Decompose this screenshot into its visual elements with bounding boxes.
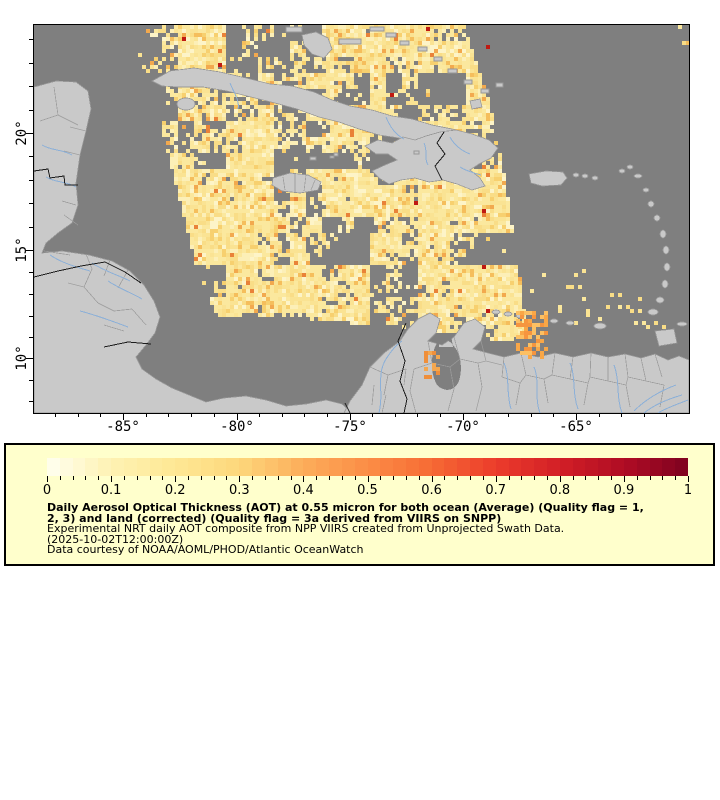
colorbar-segment (124, 458, 137, 476)
axis-tick (531, 413, 532, 417)
colorbar-tick-label: 0.8 (549, 483, 571, 498)
axis-tick (485, 413, 486, 417)
colorbar-tick (291, 476, 292, 480)
colorbar-tick (662, 476, 663, 480)
colorbar-segment (73, 458, 86, 476)
colorbar-tick (47, 476, 48, 482)
colorbar-segment (650, 458, 663, 476)
colorbar-tick (573, 476, 574, 480)
colorbar-tick (342, 476, 343, 480)
axis-tick (29, 316, 33, 317)
colorbar-tick-label: 0.3 (228, 483, 250, 498)
colorbar-tick (73, 476, 74, 480)
axis-tick (191, 413, 192, 417)
colorbar-tick-label: 0.1 (100, 483, 122, 498)
colorbar-tick (406, 476, 407, 480)
colorbar-tick (316, 476, 317, 480)
colorbar-tick (432, 476, 433, 482)
colorbar-segment (547, 458, 560, 476)
map-svg (34, 25, 689, 413)
lon-tick-label: -80° (220, 419, 254, 435)
colorbar-segment (624, 458, 637, 476)
colorbar-segment (278, 458, 291, 476)
colorbar-segment (265, 458, 278, 476)
axis-tick (259, 413, 260, 417)
lat-tick-label: 20° (14, 120, 30, 146)
lon-tick-label: -85° (106, 419, 140, 435)
caption-title-line1: Daily Aerosol Optical Thickness (AOT) at 0.55 micron for both ocean (Average) (Quality flag = 1, (47, 501, 644, 514)
colorbar-tick (226, 476, 227, 480)
colorbar-tick (637, 476, 638, 480)
colorbar-tick (380, 476, 381, 480)
axis-tick (29, 156, 33, 157)
colorbar-segment (303, 458, 316, 476)
colorbar-segment (175, 458, 188, 476)
axis-tick (29, 294, 33, 295)
caption-timestamp: (2025-10-02T12:00:00Z) (47, 532, 184, 546)
colorbar-tick (624, 476, 625, 482)
colorbar-segment (111, 458, 124, 476)
axis-tick (168, 413, 169, 417)
colorbar-segment (406, 458, 419, 476)
colorbar-tick (444, 476, 445, 480)
colorbar-tick (355, 476, 356, 480)
colorbar-tick (611, 476, 612, 480)
colorbar-segment (444, 458, 457, 476)
colorbar-tick (598, 476, 599, 480)
colorbar-tick (419, 476, 420, 480)
axis-tick (146, 413, 147, 417)
lon-tick-label: -70° (446, 419, 480, 435)
colorbar-segment (534, 458, 547, 476)
colorbar-tick (137, 476, 138, 480)
colorbar-tick (150, 476, 151, 480)
colorbar-tick (483, 476, 484, 480)
colorbar-segment (252, 458, 265, 476)
lat-tick-label: 10° (14, 345, 30, 371)
colorbar-tick (124, 476, 125, 480)
land-puerto-rico (529, 171, 567, 186)
lat-tick-label: 15° (14, 237, 30, 263)
axis-tick (29, 110, 33, 111)
colorbar-tick (534, 476, 535, 480)
colorbar-segment (355, 458, 368, 476)
axis-tick (29, 337, 33, 338)
colorbar-segment (98, 458, 111, 476)
colorbar-segment (150, 458, 163, 476)
colorbar-segment (662, 458, 675, 476)
colorbar-segment (496, 458, 509, 476)
colorbar-segment (611, 458, 624, 476)
colorbar-tick-label: 0.7 (485, 483, 507, 498)
colorbar-segment (329, 458, 342, 476)
axis-tick (55, 413, 56, 417)
axis-tick (29, 227, 33, 228)
axis-tick (417, 413, 418, 417)
axis-tick (100, 413, 101, 417)
lon-tick-label: -75° (333, 419, 367, 435)
colorbar-tick (496, 476, 497, 482)
caption-block (47, 503, 644, 556)
colorbar-segment (201, 458, 214, 476)
colorbar-tick (393, 476, 394, 480)
colorbar-tick (585, 476, 586, 480)
colorbar-tick (278, 476, 279, 480)
legend-panel (4, 443, 715, 566)
colorbar-tick-label: 0.2 (164, 483, 186, 498)
colorbar-tick (214, 476, 215, 480)
colorbar-segment (521, 458, 534, 476)
colorbar-tick (303, 476, 304, 482)
colorbar-segment (85, 458, 98, 476)
colorbar-tick (688, 476, 689, 482)
axis-tick (78, 413, 79, 417)
colorbar-tick (675, 476, 676, 480)
colorbar-tick (265, 476, 266, 480)
colorbar-tick (201, 476, 202, 480)
colorbar-segment (342, 458, 355, 476)
caption-courtesy: Data courtesy of NOAA/AOML/PHOD/Atlantic OceanWatch (47, 543, 364, 557)
colorbar-segment (226, 458, 239, 476)
axis-tick (29, 401, 33, 402)
colorbar-segment (573, 458, 586, 476)
colorbar-tick (457, 476, 458, 480)
colorbar-segment (47, 458, 60, 476)
colorbar-tick (547, 476, 548, 480)
caption-title-line2: 2, 3) and land (corrected) (Quality flag = 3a derived from VIIRS on SNPP) (47, 511, 502, 525)
axis-tick (372, 413, 373, 417)
colorbar-segment (560, 458, 573, 476)
axis-tick (508, 413, 509, 417)
axis-tick (304, 413, 305, 417)
colorbar-segment (368, 458, 381, 476)
colorbar-tick (470, 476, 471, 480)
colorbar-segment (137, 458, 150, 476)
colorbar-tick (521, 476, 522, 480)
map-panel (33, 24, 690, 414)
axis-tick (214, 413, 215, 417)
colorbar-tick-label: 0.6 (421, 483, 442, 498)
colorbar-tick (98, 476, 99, 480)
colorbar-tick (175, 476, 176, 482)
colorbar-tick (368, 476, 369, 482)
colorbar-segment (162, 458, 175, 476)
colorbar-segment (675, 458, 688, 476)
colorbar-segment (214, 458, 227, 476)
colorbar-segment (316, 458, 329, 476)
axis-tick (282, 413, 283, 417)
colorbar-segment (188, 458, 201, 476)
axis-tick (553, 413, 554, 417)
axis-tick (29, 272, 33, 273)
axis-tick (29, 39, 33, 40)
colorbar-segment (483, 458, 496, 476)
colorbar-tick (509, 476, 510, 480)
colorbar-segment (239, 458, 252, 476)
colorbar-tick-label: 0.9 (613, 483, 635, 498)
colorbar-segment (419, 458, 432, 476)
axis-tick (599, 413, 600, 417)
axis-tick (327, 413, 328, 417)
land-isla-juventud (177, 98, 195, 110)
axis-tick (29, 203, 33, 204)
colorbar-tick (60, 476, 61, 480)
axis-tick (395, 413, 396, 417)
axis-tick (29, 180, 33, 181)
colorbar-segment (60, 458, 73, 476)
colorbar-tick (85, 476, 86, 480)
colorbar-tick-label: 0.5 (357, 483, 378, 498)
colorbar-segment (598, 458, 611, 476)
colorbar-tick (329, 476, 330, 480)
colorbar (47, 458, 688, 476)
colorbar-tick (650, 476, 651, 480)
colorbar-segment (509, 458, 522, 476)
axis-tick (29, 63, 33, 64)
axis-tick (29, 380, 33, 381)
colorbar-segment (637, 458, 650, 476)
colorbar-tick (111, 476, 112, 482)
colorbar-segment (393, 458, 406, 476)
colorbar-tick (162, 476, 163, 480)
axis-tick (666, 413, 667, 417)
colorbar-tick-label: 0 (42, 483, 52, 498)
axis-tick (621, 413, 622, 417)
colorbar-segment (457, 458, 470, 476)
colorbar-tick (252, 476, 253, 480)
colorbar-segment (380, 458, 393, 476)
colorbar-segment (291, 458, 304, 476)
colorbar-segment (470, 458, 483, 476)
colorbar-tick (188, 476, 189, 480)
axis-tick (29, 86, 33, 87)
axis-tick (440, 413, 441, 417)
axis-tick (644, 413, 645, 417)
lon-tick-label: -65° (559, 419, 593, 435)
colorbar-tick-label: 1 (683, 483, 693, 498)
caption-source-line: Experimental NRT daily AOT composite from NPP VIIRS created from Unprojected Swath Data. (47, 522, 565, 536)
colorbar-tick (239, 476, 240, 482)
colorbar-segment (432, 458, 445, 476)
colorbar-segment (585, 458, 598, 476)
colorbar-tick (560, 476, 561, 482)
colorbar-tick-label: 0.4 (293, 483, 314, 498)
